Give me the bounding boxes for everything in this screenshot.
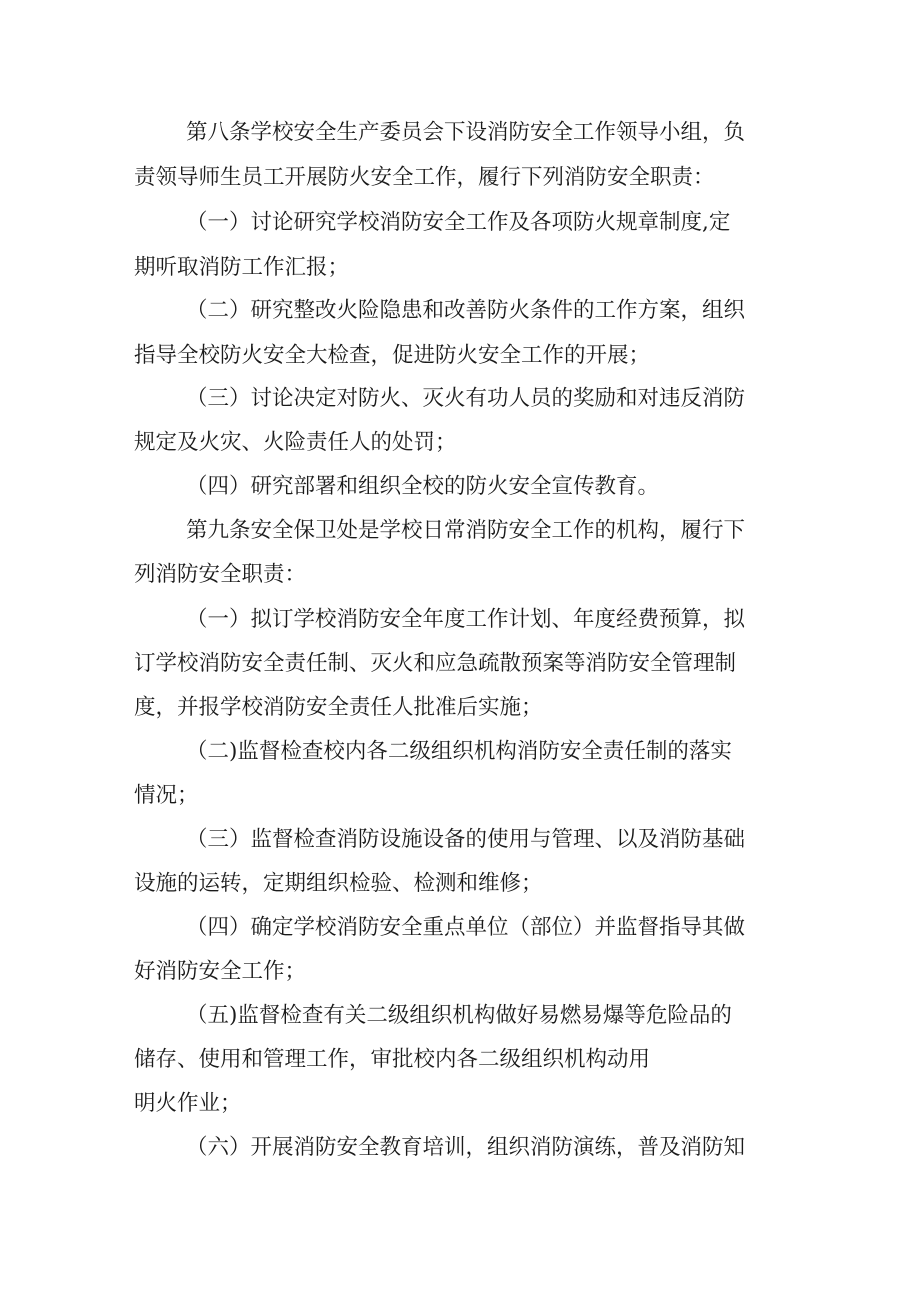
- text-line: 度，并报学校消防安全责任人批准后实施；: [134, 695, 543, 720]
- text-line: 期听取消防工作汇报；: [134, 255, 350, 280]
- text-line: 责领导师生员工开展防火安全工作，履行下列消防安全职责：: [134, 165, 715, 190]
- text-line: （六）开展消防安全教育培训，组织消防演练，普及消防知: [186, 1135, 746, 1160]
- text-line: （一）拟订学校消防安全年度工作计划、年度经费预算，拟: [186, 607, 746, 632]
- text-line: 设施的运转，定期组织检验、检测和维修；: [134, 871, 543, 896]
- text-line: （四）研究部署和组织全校的防火安全宣传教育。: [186, 474, 660, 499]
- text-line: （四）确定学校消防安全重点单位（部位）并监督指导其做: [186, 915, 746, 940]
- text-line: 订学校消防安全责任制、灭火和应急疏散预案等消防安全管理制: [134, 651, 737, 676]
- text-line: （三）监督检查消防设施设备的使用与管理、以及消防基础: [186, 827, 746, 852]
- text-line: （五)监督检查有关二级组织机构做好易燃易爆等危险品的: [186, 1003, 732, 1028]
- text-line: （二）研究整改火险隐患和改善防火条件的工作方案，组织: [186, 298, 746, 323]
- text-line: （一）讨论研究学校消防安全工作及各项防火规章制度,定: [186, 210, 731, 235]
- text-line: 指导全校防火安全大检查，促进防火安全工作的开展；: [134, 343, 651, 368]
- text-line: 规定及火灾、火险责任人的处罚；: [134, 430, 457, 455]
- text-line: 储存、使用和管理工作，审批校内各二级组织机构动用: [134, 1047, 651, 1072]
- text-line: 明火作业；: [134, 1091, 242, 1116]
- text-line: 第八条学校安全生产委员会下设消防安全工作领导小组，负: [186, 120, 746, 145]
- text-line: 第九条安全保卫处是学校日常消防安全工作的机构，履行下: [186, 518, 746, 543]
- text-line: 好消防安全工作；: [134, 959, 307, 984]
- text-line: （二)监督检查校内各二级组织机构消防安全责任制的落实: [186, 739, 732, 764]
- text-line: 情况；: [134, 783, 199, 808]
- text-line: （三）讨论决定对防火、灭火有功人员的奖励和对违反消防: [186, 386, 746, 411]
- text-line: 列消防安全职责：: [134, 562, 307, 587]
